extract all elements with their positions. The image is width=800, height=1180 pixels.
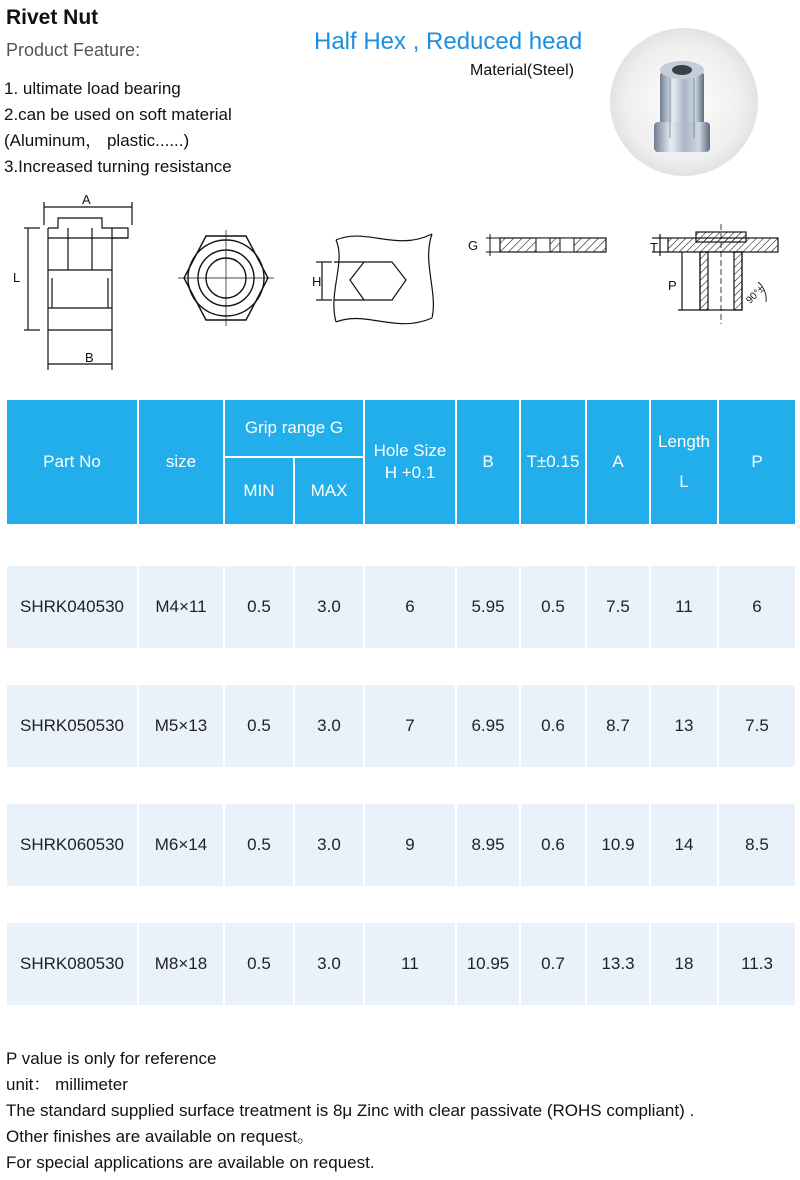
installed-section-drawing	[648, 212, 788, 332]
cell-p: 7.5	[719, 685, 795, 767]
cell-max: 3.0	[295, 566, 363, 648]
note-line: unit： millimeter	[6, 1075, 128, 1094]
cell-b: 10.95	[457, 923, 519, 1005]
cell-min: 0.5	[225, 923, 293, 1005]
cell-min: 0.5	[225, 566, 293, 648]
table-row	[7, 804, 795, 886]
header-b: B	[457, 400, 519, 524]
cell-max: 3.0	[295, 923, 363, 1005]
header-length: Length L	[651, 400, 717, 524]
header-size: size	[139, 400, 223, 524]
cell-size: M5×13	[139, 685, 223, 767]
dim-b-label: B	[85, 350, 94, 365]
cell-a: 8.7	[587, 685, 649, 767]
cell-hole: 11	[365, 923, 455, 1005]
header-hole-size: Hole Size H +0.1	[365, 400, 455, 524]
header-min: MIN	[225, 458, 293, 524]
note-line: The standard supplied surface treatment is 8μ Zinc with clear passivate (ROHS compliant) . Other finishes are available on request。	[6, 1101, 695, 1146]
angle-label: 90°±	[744, 283, 767, 307]
feature-list	[4, 76, 232, 180]
table-row	[7, 566, 795, 648]
dim-g-label: G	[468, 238, 479, 253]
side-view-drawing	[10, 190, 140, 375]
header-a: A	[587, 400, 649, 524]
header-part-no: Part No	[7, 400, 137, 524]
cell-l: 18	[651, 923, 717, 1005]
cell-a: 10.9	[587, 804, 649, 886]
cell-min: 0.5	[225, 685, 293, 767]
material-label: Material(Steel)	[470, 62, 575, 79]
header-t: T±0.15	[521, 400, 585, 524]
cell-min: 0.5	[225, 804, 293, 886]
cell-l: 13	[651, 685, 717, 767]
cell-part-no: SHRK080530	[7, 923, 137, 1005]
feature-item: 3.Increased turning resistance	[4, 157, 232, 176]
hole-size-drawing	[306, 222, 442, 337]
product-headline: Half Hex , Reduced head	[314, 28, 583, 55]
cell-p: 11.3	[719, 923, 795, 1005]
cell-l: 14	[651, 804, 717, 886]
cell-t: 0.7	[521, 923, 585, 1005]
dim-p-label: P	[668, 278, 677, 293]
header-grip-range: Grip range G	[225, 400, 363, 456]
dim-a-label: A	[82, 192, 91, 207]
cell-t: 0.6	[521, 804, 585, 886]
cell-b: 5.95	[457, 566, 519, 648]
dim-h-label: H	[312, 274, 322, 289]
cell-part-no: SHRK040530	[7, 566, 137, 648]
cell-l: 11	[651, 566, 717, 648]
cell-b: 6.95	[457, 685, 519, 767]
cell-a: 7.5	[587, 566, 649, 648]
feature-item: 2.can be used on soft material	[4, 105, 232, 124]
cell-t: 0.6	[521, 685, 585, 767]
page-title: Rivet Nut	[6, 6, 99, 29]
cell-max: 3.0	[295, 804, 363, 886]
cell-hole: 9	[365, 804, 455, 886]
cell-hole: 6	[365, 566, 455, 648]
table-row	[7, 923, 795, 1005]
cell-max: 3.0	[295, 685, 363, 767]
feature-item: (Aluminum， plastic......)	[4, 131, 190, 150]
cell-size: M8×18	[139, 923, 223, 1005]
notes	[6, 1046, 726, 1176]
cell-size: M6×14	[139, 804, 223, 886]
product-feature-heading: Product Feature:	[6, 40, 141, 60]
cell-part-no: SHRK050530	[7, 685, 137, 767]
hex-top-view-drawing	[176, 228, 276, 328]
cell-size: M4×11	[139, 566, 223, 648]
dim-t-label: T	[650, 240, 658, 255]
plate-section-drawing	[464, 228, 612, 268]
cell-part-no: SHRK060530	[7, 804, 137, 886]
note-line: P value is only for reference	[6, 1049, 217, 1068]
table-row	[7, 685, 795, 767]
rivet-nut-photo	[610, 28, 758, 176]
feature-item: 1. ultimate load bearing	[4, 79, 181, 98]
note-line: For special applications are available on request.	[6, 1153, 375, 1172]
cell-p: 8.5	[719, 804, 795, 886]
cell-hole: 7	[365, 685, 455, 767]
dim-l-label: L	[13, 270, 21, 285]
header-p: P	[719, 400, 795, 524]
cell-b: 8.95	[457, 804, 519, 886]
cell-a: 13.3	[587, 923, 649, 1005]
cell-p: 6	[719, 566, 795, 648]
header-max: MAX	[295, 458, 363, 524]
cell-t: 0.5	[521, 566, 585, 648]
